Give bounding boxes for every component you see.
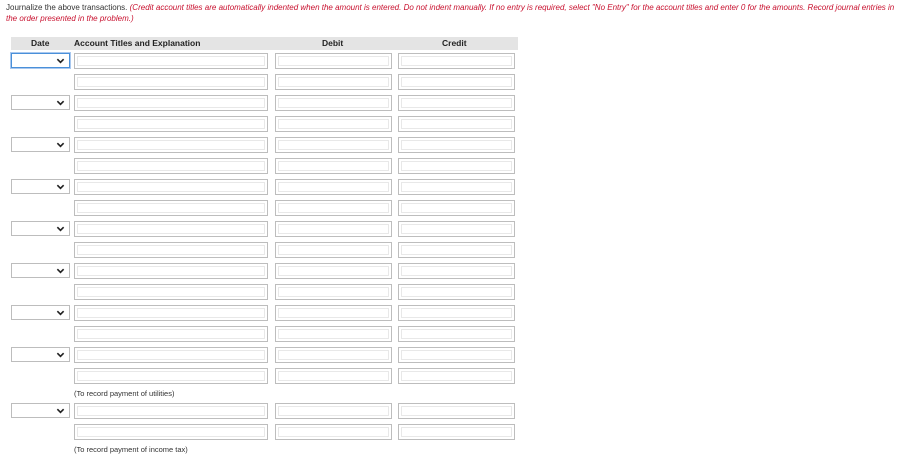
credit-input[interactable]: [398, 326, 515, 342]
debit-input[interactable]: [275, 424, 392, 440]
debit-input[interactable]: [275, 53, 392, 69]
account-title-input[interactable]: [74, 200, 268, 216]
credit-input[interactable]: [398, 53, 515, 69]
journal-row: [0, 424, 913, 441]
journal-row: [0, 200, 913, 217]
credit-input[interactable]: [398, 403, 515, 419]
date-select[interactable]: [11, 53, 70, 68]
account-title-input[interactable]: [74, 179, 268, 195]
debit-input[interactable]: [275, 179, 392, 195]
journal-row: [0, 95, 913, 112]
instructions: [6, 2, 906, 24]
journal-row: [0, 305, 913, 322]
credit-input[interactable]: [398, 200, 515, 216]
header-date: Date: [31, 38, 50, 48]
credit-input[interactable]: [398, 74, 515, 90]
debit-input[interactable]: [275, 305, 392, 321]
account-title-input[interactable]: [74, 305, 268, 321]
debit-input[interactable]: [275, 158, 392, 174]
date-select[interactable]: [11, 137, 70, 152]
journal-row: [0, 326, 913, 343]
account-title-input[interactable]: [74, 116, 268, 132]
journal-row: [0, 263, 913, 280]
account-title-input[interactable]: [74, 158, 268, 174]
debit-input[interactable]: [275, 116, 392, 132]
instructions-lead: Journalize the above transactions.: [6, 3, 128, 12]
account-title-input[interactable]: [74, 347, 268, 363]
journal-row: [0, 347, 913, 364]
account-title-input[interactable]: [74, 95, 268, 111]
account-title-input[interactable]: [74, 403, 268, 419]
journal-row: [0, 53, 913, 70]
debit-input[interactable]: [275, 403, 392, 419]
debit-input[interactable]: [275, 368, 392, 384]
chevron-down-icon: [56, 308, 65, 317]
instructions-note: (Credit account titles are automatically indented when the amount is entered. Do not indent manually. If no entry is required, select "No Entry" for the account titles and enter 0 for the amounts. Record journal entries in the order presented in the problem.): [6, 3, 895, 23]
account-title-input[interactable]: [74, 74, 268, 90]
chevron-down-icon: [56, 56, 65, 65]
debit-input[interactable]: [275, 326, 392, 342]
credit-input[interactable]: [398, 305, 515, 321]
debit-input[interactable]: [275, 74, 392, 90]
credit-input[interactable]: [398, 347, 515, 363]
date-select[interactable]: [11, 263, 70, 278]
chevron-down-icon: [56, 406, 65, 415]
account-title-input[interactable]: [74, 137, 268, 153]
date-select[interactable]: [11, 403, 70, 418]
credit-input[interactable]: [398, 368, 515, 384]
entry-memo: (To record payment of income tax): [74, 445, 188, 454]
account-title-input[interactable]: [74, 368, 268, 384]
credit-input[interactable]: [398, 263, 515, 279]
date-select[interactable]: [11, 305, 70, 320]
date-select[interactable]: [11, 221, 70, 236]
account-title-input[interactable]: [74, 242, 268, 258]
chevron-down-icon: [56, 266, 65, 275]
journal-row: [0, 158, 913, 175]
debit-input[interactable]: [275, 221, 392, 237]
header-credit: Credit: [442, 38, 467, 48]
account-title-input[interactable]: [74, 284, 268, 300]
credit-input[interactable]: [398, 95, 515, 111]
entry-memo: (To record payment of utilities): [74, 389, 175, 398]
journal-row: [0, 179, 913, 196]
chevron-down-icon: [56, 224, 65, 233]
credit-input[interactable]: [398, 116, 515, 132]
debit-input[interactable]: [275, 95, 392, 111]
date-select[interactable]: [11, 179, 70, 194]
chevron-down-icon: [56, 350, 65, 359]
header-debit: Debit: [322, 38, 344, 48]
debit-input[interactable]: [275, 284, 392, 300]
journal-row: [0, 74, 913, 91]
credit-input[interactable]: [398, 424, 515, 440]
journal-row: [0, 242, 913, 259]
credit-input[interactable]: [398, 179, 515, 195]
credit-input[interactable]: [398, 284, 515, 300]
debit-input[interactable]: [275, 242, 392, 258]
account-title-input[interactable]: [74, 53, 268, 69]
journal-row: [0, 116, 913, 133]
credit-input[interactable]: [398, 242, 515, 258]
debit-input[interactable]: [275, 200, 392, 216]
chevron-down-icon: [56, 140, 65, 149]
table-header: [11, 37, 518, 50]
journal-row: [0, 137, 913, 154]
journal-row: [0, 403, 913, 420]
account-title-input[interactable]: [74, 424, 268, 440]
chevron-down-icon: [56, 182, 65, 191]
journal-row: [0, 368, 913, 385]
credit-input[interactable]: [398, 221, 515, 237]
header-account: Account Titles and Explanation: [74, 38, 201, 48]
debit-input[interactable]: [275, 137, 392, 153]
debit-input[interactable]: [275, 347, 392, 363]
date-select[interactable]: [11, 347, 70, 362]
credit-input[interactable]: [398, 158, 515, 174]
account-title-input[interactable]: [74, 221, 268, 237]
journal-row: [0, 221, 913, 238]
journal-row: [0, 284, 913, 301]
account-title-input[interactable]: [74, 326, 268, 342]
account-title-input[interactable]: [74, 263, 268, 279]
credit-input[interactable]: [398, 137, 515, 153]
date-select[interactable]: [11, 95, 70, 110]
debit-input[interactable]: [275, 263, 392, 279]
chevron-down-icon: [56, 98, 65, 107]
